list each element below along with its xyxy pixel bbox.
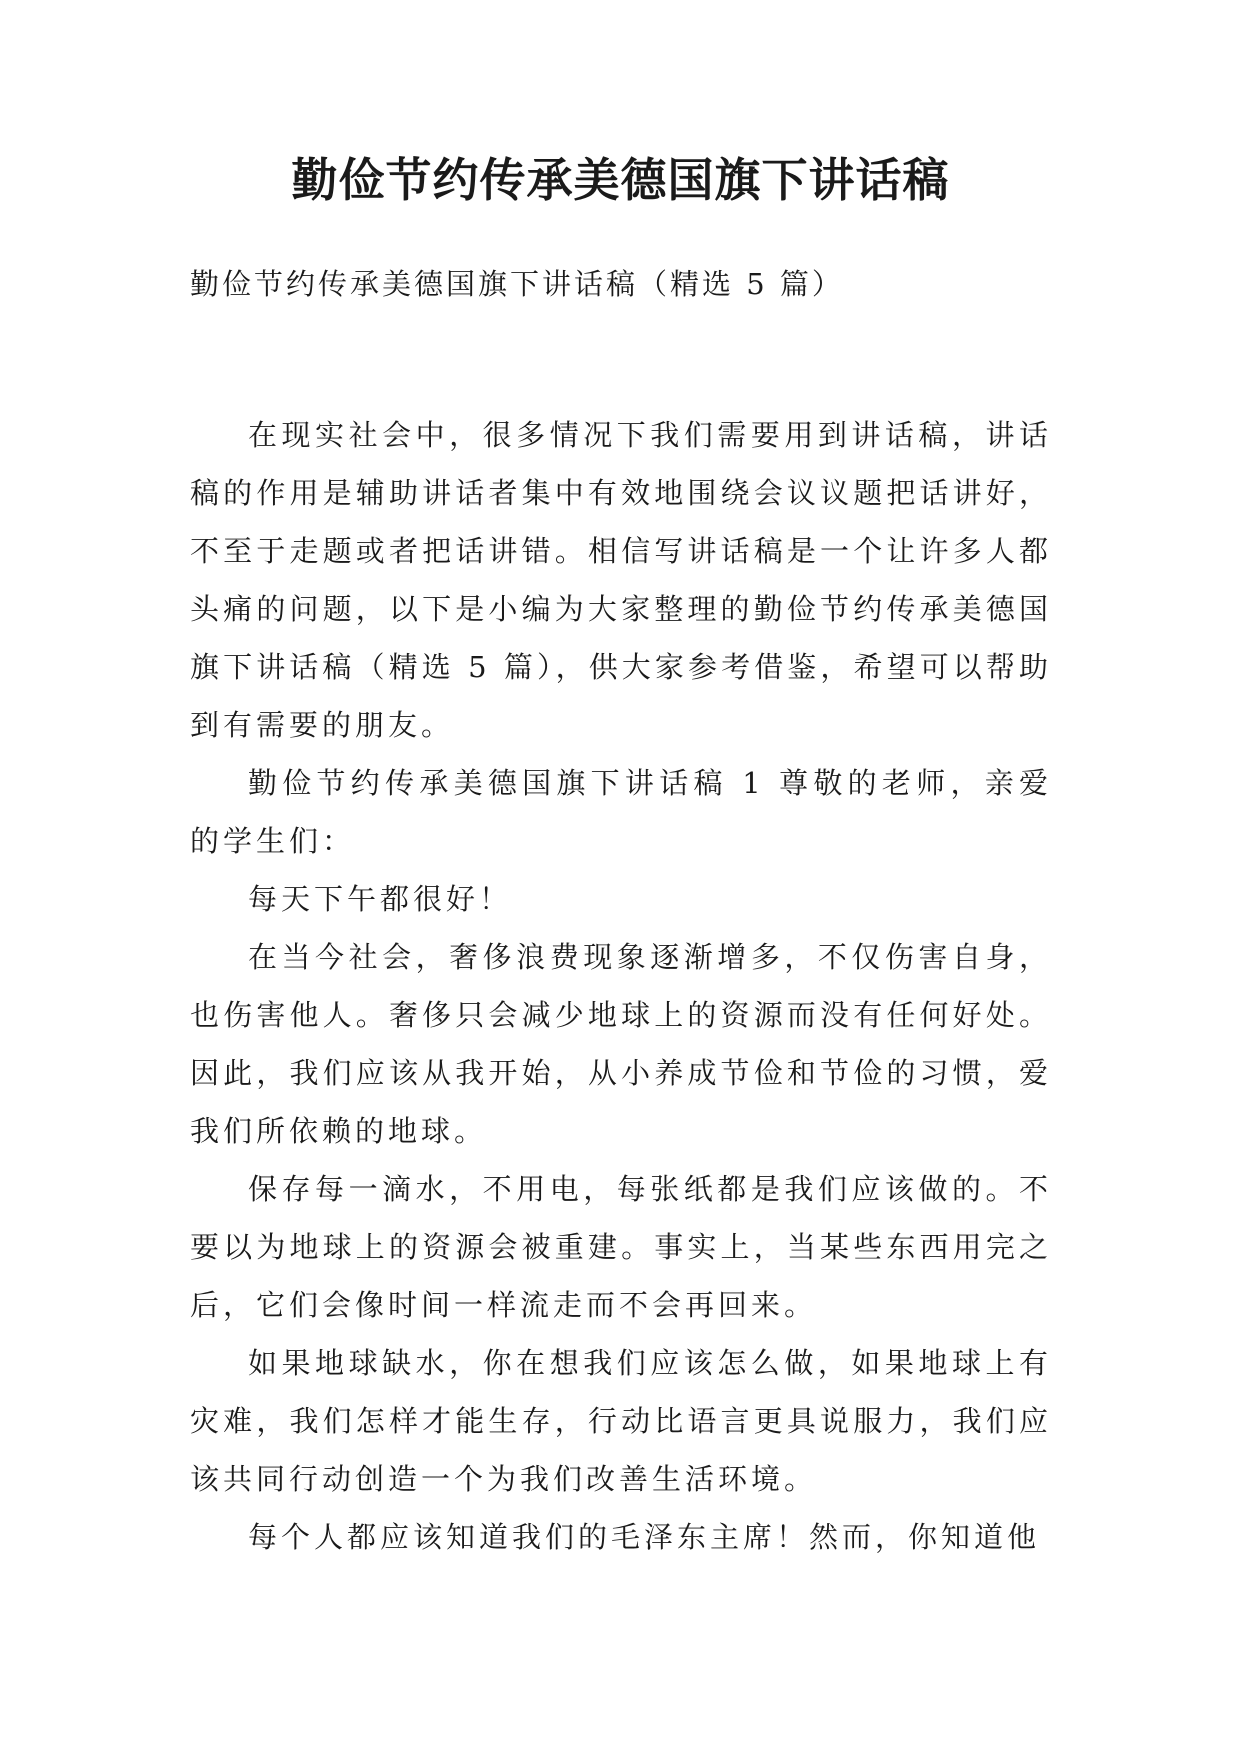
paragraph-greeting: 勤俭节约传承美德国旗下讲话稿 1 尊敬的老师，亲爱的学生们： [190,766,1052,858]
paragraph-save-water: 保存每一滴水，不用电，每张纸都是我们应该做的。不要以为地球上的资源会被重建。事实上，当某些东西用完之后，它们会像时间一样流走而不会再回来。 [190,1172,1052,1322]
paragraph-action: 如果地球缺水，你在想我们应该怎么做，如果地球上有灾难，我们怎样才能生存，行动比语言更具说服力，我们应该共同行动创造一个为我们改善生活环境。 [190,1346,1052,1496]
paragraph-good-afternoon: 每天下午都很好！ [248,882,513,916]
paragraph-chairman: 每个人都应该知道我们的毛泽东主席！然而，你知道他 [248,1520,1041,1554]
document-body [190,406,1052,1566]
document-subtitle: 勤俭节约传承美德国旗下讲话稿（精选 5 篇） [190,267,844,301]
paragraph-intro: 在现实社会中，很多情况下我们需要用到讲话稿，讲话稿的作用是辅助讲话者集中有效地围绕会议议题把话讲好，不至于走题或者把话讲错。相信写讲话稿是一个让许多人都头痛的问题，以下是小编为大家整理的勤俭节约传承美德国旗下讲话稿（精选 5 篇），供大家参考借鉴，希望可以帮助到有需要的朋友。 [190,418,1052,742]
paragraph-waste: 在当今社会，奢侈浪费现象逐渐增多，不仅伤害自身，也伤害他人。奢侈只会减少地球上的资源而没有任何好处。因此，我们应该从我开始，从小养成节俭和节俭的习惯，爱我们所依赖的地球。 [190,940,1052,1148]
document-title: 勤俭节约传承美德国旗下讲话稿 [291,153,950,207]
